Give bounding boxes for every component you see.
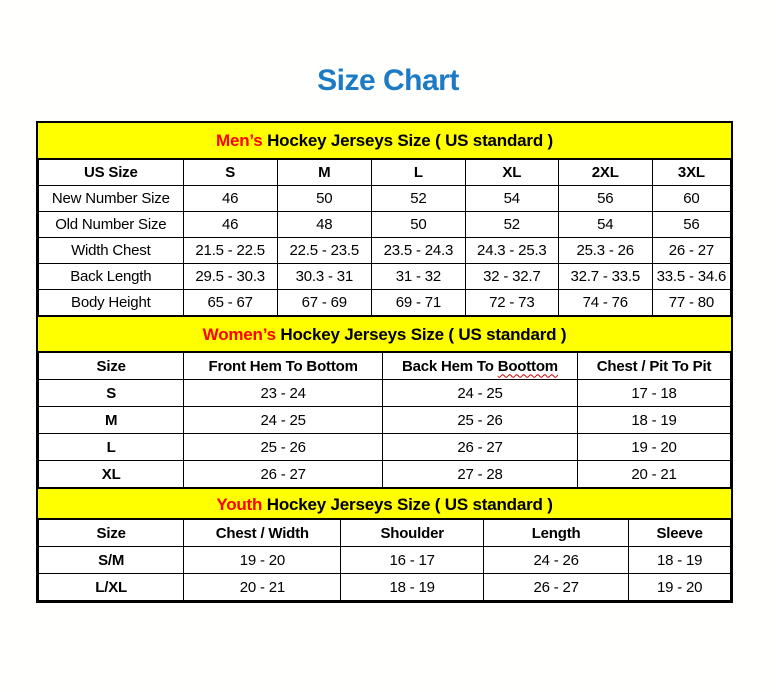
cell-value: 50	[371, 212, 465, 238]
table-row	[39, 574, 731, 601]
cell-value: 18 - 19	[341, 574, 484, 601]
cell-value: 25 - 26	[184, 434, 383, 461]
cell-value: 24 - 26	[483, 547, 628, 574]
table-row	[39, 264, 731, 290]
row-label: S/M	[39, 547, 184, 574]
row-label: New Number Size	[39, 186, 184, 212]
cell-value: 46	[183, 212, 277, 238]
cell-value: 67 - 69	[277, 290, 371, 316]
cell-value: 20 - 21	[184, 574, 341, 601]
cell-value: 26 - 27	[382, 434, 577, 461]
cell-value: 72 - 73	[465, 290, 558, 316]
cell-value: 25 - 26	[382, 407, 577, 434]
cell-value: 32 - 32.7	[465, 264, 558, 290]
table-header-row	[39, 160, 731, 186]
cell-value: 50	[277, 186, 371, 212]
womens-header-cell: Front Hem To Bottom	[184, 353, 383, 380]
banner-highlight: Women’s	[202, 325, 276, 344]
cell-value: 24.3 - 25.3	[465, 238, 558, 264]
page-title: Size Chart	[317, 64, 459, 97]
cell-value: 65 - 67	[183, 290, 277, 316]
mens-header-cell: L	[371, 160, 465, 186]
cell-value: 48	[277, 212, 371, 238]
row-label: L/XL	[39, 574, 184, 601]
table-row	[39, 212, 731, 238]
cell-value: 54	[558, 212, 652, 238]
youth-header-cell: Size	[39, 520, 184, 547]
banner-highlight: Youth	[216, 495, 263, 514]
cell-value: 27 - 28	[382, 461, 577, 488]
table-header-row	[39, 520, 731, 547]
womens-header-cell: Back Hem To Boottom	[382, 353, 577, 380]
cell-value: 19 - 20	[578, 434, 731, 461]
cell-value: 25.3 - 26	[558, 238, 652, 264]
cell-value: 23.5 - 24.3	[371, 238, 465, 264]
cell-value: 52	[371, 186, 465, 212]
cell-value: 20 - 21	[578, 461, 731, 488]
youth-header-cell: Shoulder	[341, 520, 484, 547]
womens-size-table	[38, 352, 731, 488]
banner-text: Hockey Jerseys Size ( US standard )	[267, 131, 553, 150]
cell-value: 54	[465, 186, 558, 212]
youth-section-banner	[38, 488, 731, 519]
banner-text: Hockey Jerseys Size ( US standard )	[280, 325, 567, 344]
cell-value: 29.5 - 30.3	[183, 264, 277, 290]
youth-size-table	[38, 519, 731, 601]
womens-header-cell: Size	[39, 353, 184, 380]
cell-value: 69 - 71	[371, 290, 465, 316]
cell-value: 56	[558, 186, 652, 212]
banner-highlight: Men’s	[215, 131, 263, 150]
cell-value: 19 - 20	[184, 547, 341, 574]
youth-header-cell: Length	[483, 520, 628, 547]
mens-header-cell: XL	[465, 160, 558, 186]
cell-value: 24 - 25	[184, 407, 383, 434]
row-label: Body Height	[39, 290, 184, 316]
cell-value: 52	[465, 212, 558, 238]
cell-value: 31 - 32	[371, 264, 465, 290]
cell-value: 60	[652, 186, 730, 212]
row-label: L	[39, 434, 184, 461]
cell-value: 30.3 - 31	[277, 264, 371, 290]
mens-header-cell: M	[277, 160, 371, 186]
cell-value: 21.5 - 22.5	[183, 238, 277, 264]
cell-value: 32.7 - 33.5	[558, 264, 652, 290]
cell-value: 23 - 24	[184, 380, 383, 407]
table-row	[39, 461, 731, 488]
row-label: M	[39, 407, 184, 434]
table-row	[39, 290, 731, 316]
row-label: XL	[39, 461, 184, 488]
cell-value: 26 - 27	[184, 461, 383, 488]
cell-value: 19 - 20	[629, 574, 731, 601]
mens-header-cell: S	[183, 160, 277, 186]
youth-header-cell: Chest / Width	[184, 520, 341, 547]
cell-value: 24 - 25	[382, 380, 577, 407]
mens-section-banner	[38, 123, 731, 159]
cell-value: 16 - 17	[341, 547, 484, 574]
mens-header-cell: 3XL	[652, 160, 730, 186]
cell-value: 22.5 - 23.5	[277, 238, 371, 264]
misspelled-word: Boottom	[497, 357, 558, 375]
table-row	[39, 547, 731, 574]
cell-value: 77 - 80	[652, 290, 730, 316]
table-row	[39, 186, 731, 212]
cell-value: 18 - 19	[629, 547, 731, 574]
womens-section-banner	[38, 316, 731, 352]
cell-value: 26 - 27	[483, 574, 628, 601]
cell-value: 46	[183, 186, 277, 212]
table-row	[39, 407, 731, 434]
mens-header-cell: 2XL	[558, 160, 652, 186]
cell-value: 26 - 27	[652, 238, 730, 264]
cell-value: 33.5 - 34.6	[652, 264, 730, 290]
womens-header-cell: Chest / Pit To Pit	[578, 353, 731, 380]
cell-value: 17 - 18	[578, 380, 731, 407]
row-label: Back Length	[39, 264, 184, 290]
table-row	[39, 238, 731, 264]
banner-text: Hockey Jerseys Size ( US standard )	[266, 495, 553, 514]
cell-value: 18 - 19	[578, 407, 731, 434]
youth-header-cell: Sleeve	[629, 520, 731, 547]
mens-size-table	[38, 159, 731, 316]
cell-value: 56	[652, 212, 730, 238]
mens-header-cell: US Size	[39, 160, 184, 186]
table-header-row	[39, 353, 731, 380]
table-row	[39, 434, 731, 461]
row-label: Width Chest	[39, 238, 184, 264]
size-chart	[36, 121, 733, 603]
row-label: Old Number Size	[39, 212, 184, 238]
cell-value: 74 - 76	[558, 290, 652, 316]
table-row	[39, 380, 731, 407]
row-label: S	[39, 380, 184, 407]
